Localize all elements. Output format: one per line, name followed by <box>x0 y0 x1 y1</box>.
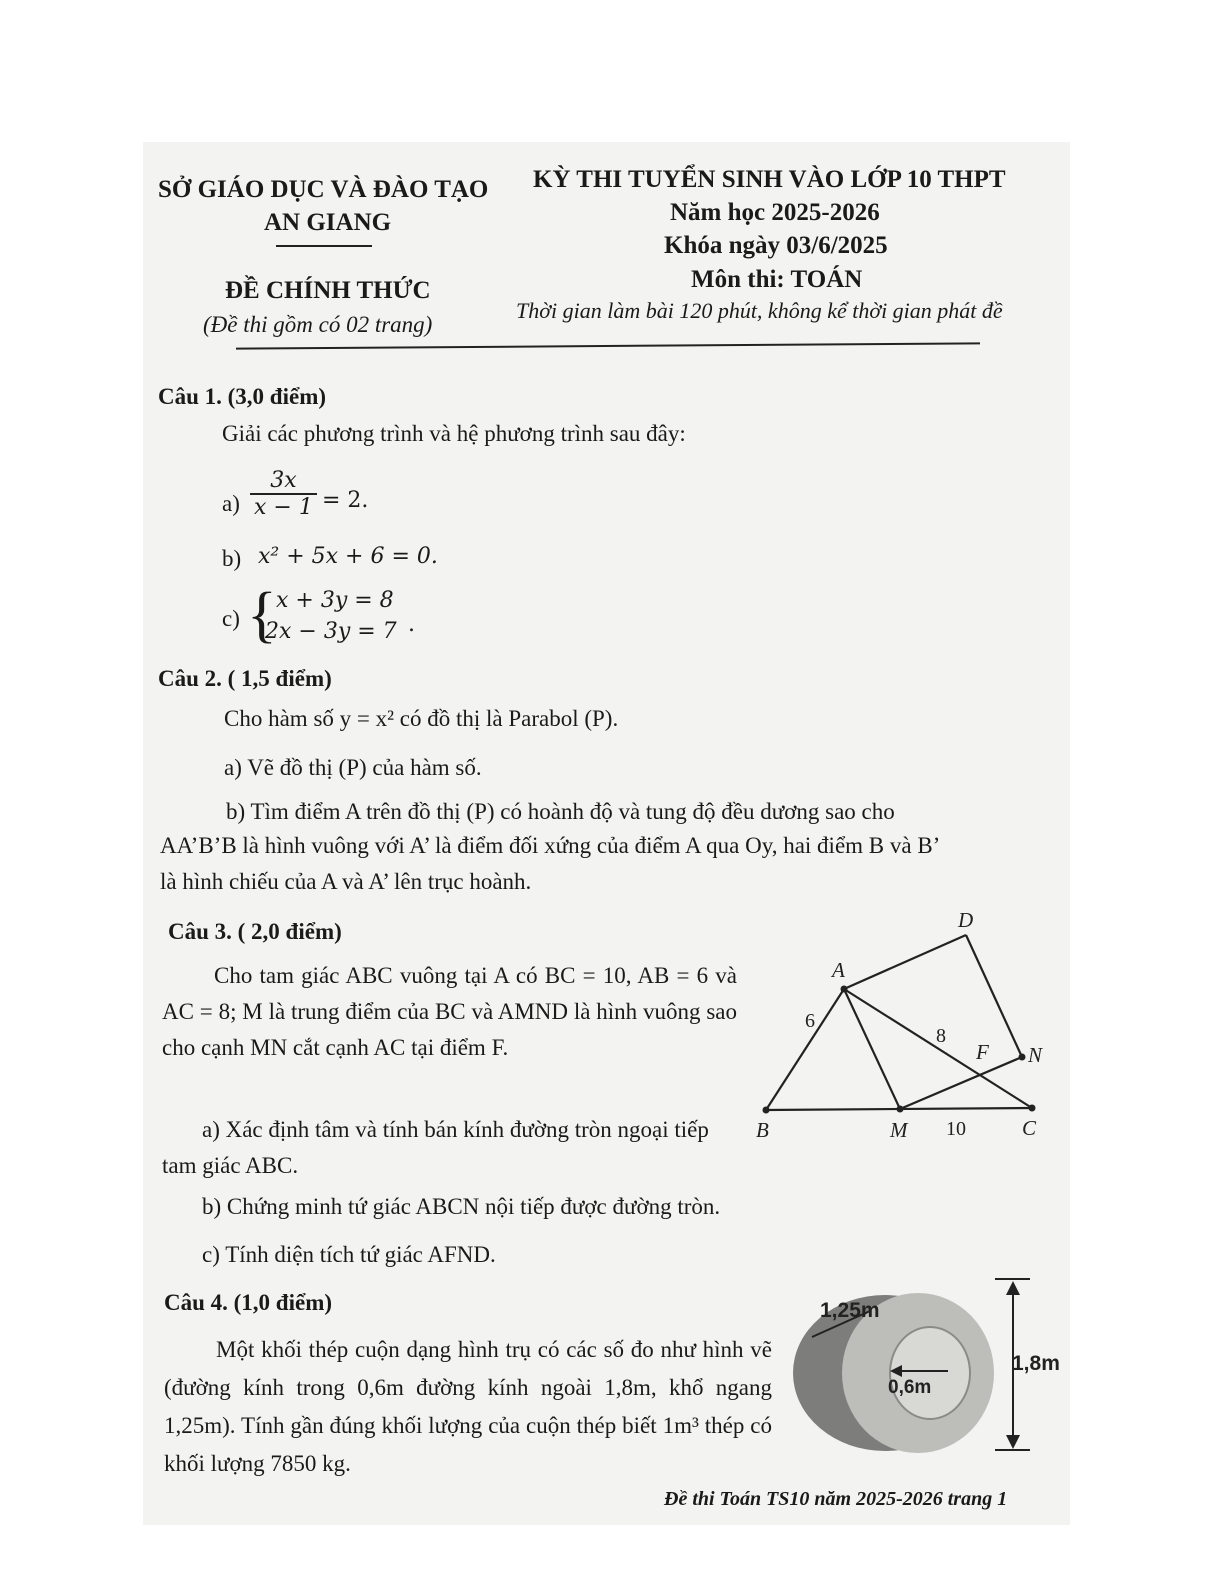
q2b-line1: b) Tìm điểm A trên đồ thị (P) có hoành độ và tung độ đều dương sao cho <box>226 799 895 824</box>
q1a-numerator: 3x <box>270 468 297 493</box>
q3c: c) Tính diện tích tứ giác AFND. <box>202 1242 496 1267</box>
q3b: b) Chứng minh tứ giác ABCN nội tiếp được đường tròn. <box>202 1194 721 1219</box>
province-name: AN GIANG <box>264 209 392 236</box>
q3-intro: Cho tam giác ABC vuông tại A có BC = 10, AB = 6 và AC = 8; M là trung điểm của BC và AMND là hình vuông sao cho cạnh MN cắt cạnh AC tại điểm F. <box>162 963 737 1060</box>
exam-date: Khóa ngày 03/6/2025 <box>664 232 888 259</box>
point-M <box>897 1106 904 1113</box>
q1c-equation1: x + 3y = 8 <box>276 588 394 613</box>
point-N <box>1019 1054 1026 1061</box>
pages-note: (Đề thi gồm có 02 trang) <box>203 312 433 337</box>
q4-title: Câu 4. (1,0 điểm) <box>164 1290 333 1315</box>
label-M: M <box>890 1118 908 1142</box>
width-label: 1,25m <box>820 1299 880 1322</box>
q4-steel-coil-figure <box>790 1275 1070 1465</box>
length-AC: 8 <box>936 1025 946 1047</box>
q1-title: Câu 1. (3,0 điểm) <box>158 384 327 409</box>
q2-intro: Cho hàm số y = x² có đồ thị là Parabol (P). <box>224 706 619 731</box>
subject: Môn thi: TOÁN <box>691 266 863 293</box>
q4-text: Một khối thép cuộn dạng hình trụ có các số đo như hình vẽ (đường kính trong 0,6m đường kính ngoài 1,8m, khổ ngang 1,25m). Tính gần đúng khối lượng của cuộn thép biết 1m³ thép có khối lượng 7850 kg. <box>164 1337 772 1476</box>
q1b-label: b) <box>222 546 242 571</box>
label-N: N <box>1028 1043 1043 1067</box>
department-name: SỞ GIÁO DỤC VÀ ĐÀO TẠO <box>158 176 489 203</box>
q1a-rhs: = 2. <box>322 488 369 513</box>
point-C <box>1029 1105 1036 1112</box>
arrow-down-icon <box>1006 1435 1020 1449</box>
arrow-up-icon <box>1006 1281 1020 1295</box>
label-C: C <box>1022 1116 1037 1140</box>
exam-title: KỲ THI TUYỂN SINH VÀO LỚP 10 THPT <box>533 166 1006 193</box>
segment-MN <box>900 1057 1022 1109</box>
q1c-end: . <box>408 612 415 637</box>
q2b-line2: AA’B’B là hình vuông với A’ là điểm đối xứng của điểm A qua Oy, hai điểm B và B’ <box>160 833 941 858</box>
official-label: ĐỀ CHÍNH THỨC <box>225 277 431 304</box>
inner-diameter-label: 0,6m <box>888 1377 932 1398</box>
q1c-label: c) <box>222 606 240 631</box>
length-BC: 10 <box>946 1118 966 1140</box>
q1c-equation2: 2x − 3y = 7 <box>265 619 397 644</box>
segment-AB <box>766 989 844 1110</box>
label-A: A <box>832 958 845 982</box>
point-B <box>763 1107 770 1114</box>
q3a: a) Xác định tâm và tính bán kính đường tròn ngoại tiếp tam giác ABC. <box>162 1117 709 1178</box>
header-underline <box>276 245 372 247</box>
point-A <box>841 986 848 993</box>
q2a: a) Vẽ đồ thị (P) của hàm số. <box>224 755 482 780</box>
outer-diameter-label: 1,8m <box>1012 1352 1060 1375</box>
q1a-label: a) <box>222 491 240 516</box>
label-F: F <box>976 1040 989 1064</box>
label-D: D <box>958 908 974 932</box>
q2-title: Câu 2. ( 1,5 điểm) <box>158 666 332 691</box>
q1a-denominator: x − 1 <box>250 493 317 520</box>
school-year: Năm học 2025-2026 <box>670 199 880 226</box>
q2b-line3: là hình chiếu của A và A’ lên trục hoành. <box>160 869 532 894</box>
q1-intro: Giải các phương trình và hệ phương trình sau đây: <box>222 421 686 446</box>
length-AB: 6 <box>805 1010 815 1032</box>
duration-note: Thời gian làm bài 120 phút, không kể thời gian phát đề <box>516 298 1003 323</box>
system-brace: { <box>247 581 277 649</box>
page-footer: Đề thi Toán TS10 năm 2025-2026 trang 1 <box>664 1488 1008 1510</box>
q1a-fraction <box>250 468 317 520</box>
q3-geometry-figure <box>750 905 1060 1150</box>
label-B: B <box>756 1118 769 1142</box>
segment-DA <box>844 935 966 989</box>
segment-ND <box>966 935 1022 1057</box>
q1b-equation: x² + 5x + 6 = 0. <box>258 544 438 569</box>
q3-title: Câu 3. ( 2,0 điểm) <box>168 919 342 944</box>
